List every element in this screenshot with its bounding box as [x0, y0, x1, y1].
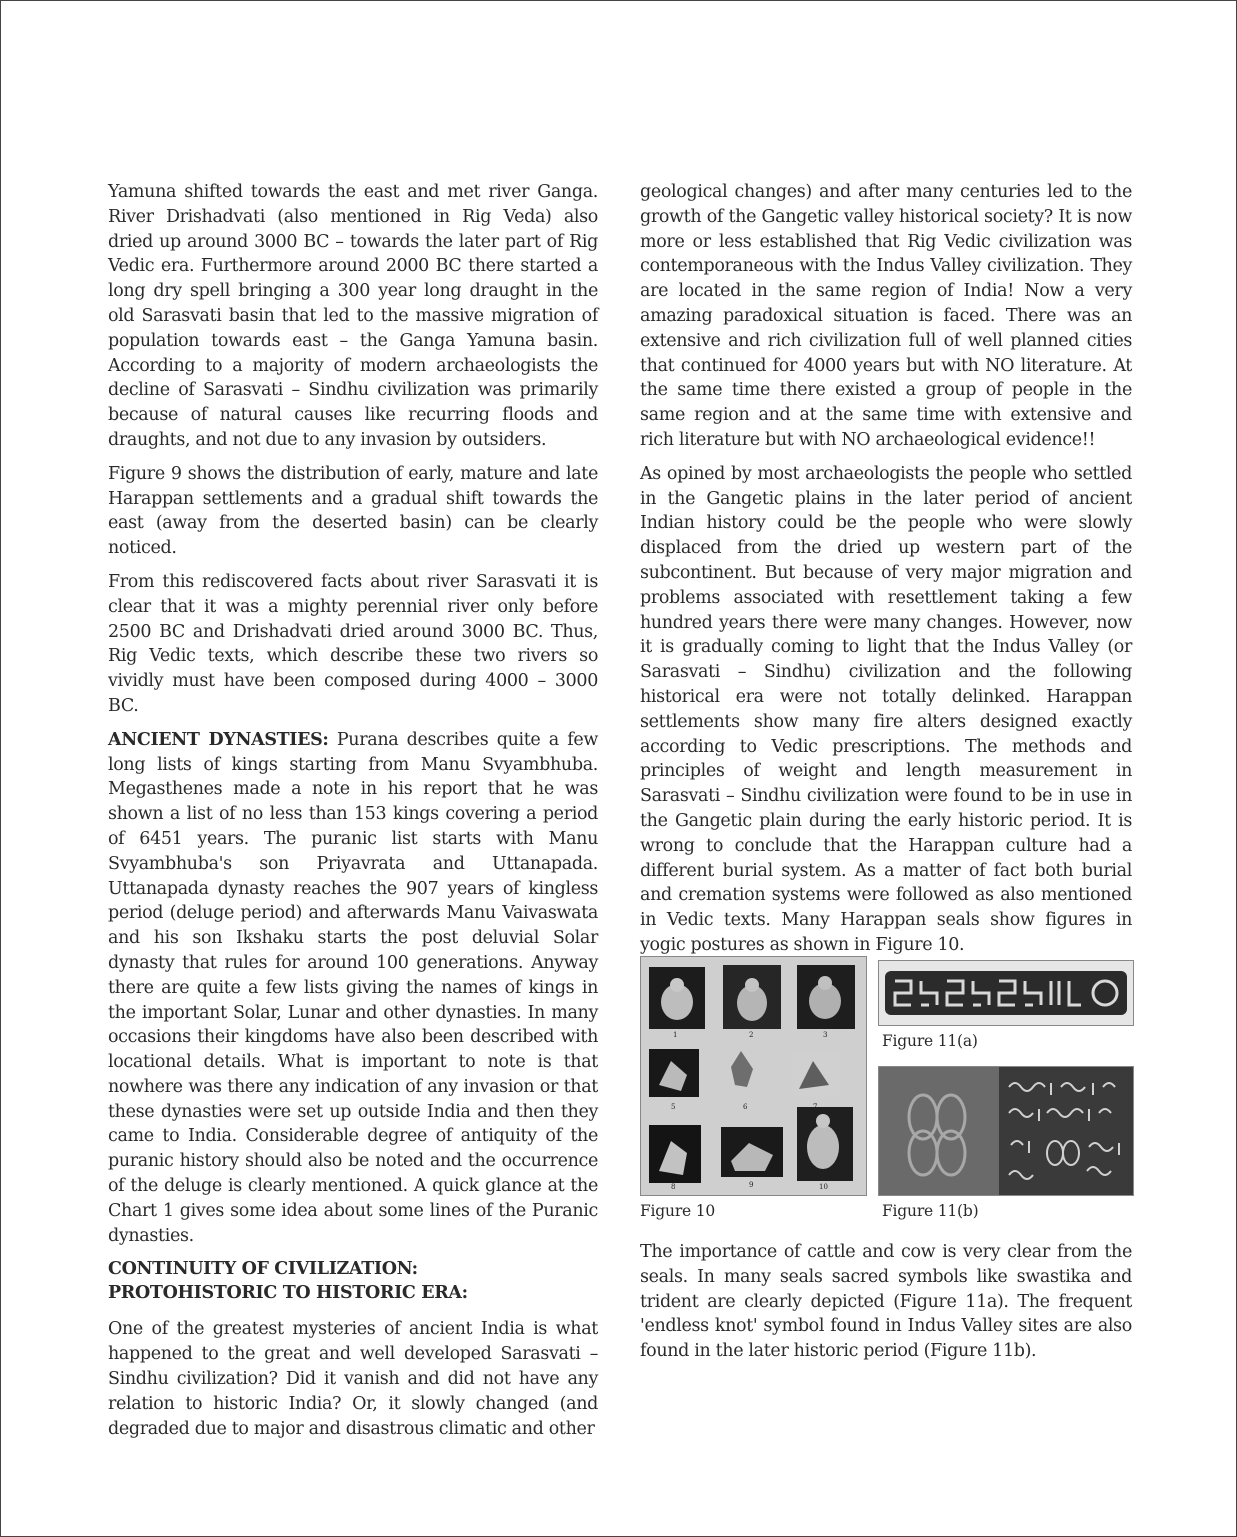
paragraph: Yamuna shifted towards the east and met river Ganga. River Drishadvati (also mentioned in Rig Veda) also dried up around 3000 BC – towards the later part of Rig Vedic era. Furthermore around 2000 BC there started a long dry spell bringing a 300 year long draught in the old Sarasvati basin that led to the massive migration of population towards east – the Ganga Yamuna basin. According to a majority of modern archaeologists the decline of Sarasvati – Sindhu civilization was primarily because of natural causes like recurring floods and draughts, and not due to any invasion by outsiders.	[108, 182, 598, 450]
figurine-number-10: 10	[819, 1183, 828, 1191]
figurine-number-7: 7	[813, 1103, 818, 1111]
figurine-number-9: 9	[749, 1181, 754, 1189]
right-column-after-figures	[640, 1240, 1132, 1364]
paragraph: From this rediscovered facts about river Sarasvati it is clear that it was a mighty perennial river only before 2500 BC and Drishadvati dried around 3000 BC. Thus, Rig Vedic texts, which describe these two rivers so vividly must have been composed during 4000 – 3000 BC.	[108, 571, 598, 716]
figurine-number-5: 5	[671, 1103, 676, 1111]
inline-heading: ANCIENT DYNASTIES:	[108, 729, 329, 750]
paragraph-text: Purana describes quite a few long lists of kings starting from Manu Svyambhuba. Megasthenes made a note in his report that he was shown a list of no less than 153 kings covering a period of 6451 years. The puranic list starts with Manu Svyambhuba's son Priyavrata and Uttanapada. Uttanapada dynasty reaches the 907 years of kingless period (deluge period) and afterwards Manu Vaivaswata and his son Ikshaku starts the post deluvial Solar dynasty that rules for around 100 generations. Anyway there are quite a few lists giving the names of kings in the important Solar, Lunar and other dynasties. In many occasions their kingdoms have also been described with locational details. What is important to note is that nowhere was there any indication of any invasion or that these dynasties were set up outside India and then they came to India. Considerable degree of antiquity of the puranic history should also be noted and the occurrence of the deluge is clearly mentioned. A quick glance at the Chart 1 gives some idea about some lines of the Puranic dynasties.	[108, 729, 598, 1246]
figure-10-image	[640, 956, 867, 1196]
figurine-number-8: 8	[671, 1183, 676, 1191]
paragraph: As opined by most archaeologists the people who settled in the Gangetic plains in the later period of ancient Indian history could be the people who were slowly displaced from the dried up western part of the subcontinent. But because of very major migration and problems associated with resettlement taking a few hundred years there were many changes. However, now it is gradually coming to light that the Indus Valley (or Sarasvati – Sindhu) civilization and the following historical era were not totally delinked. Harappan settlements show many fire alters designed exactly according to Vedic prescriptions. The methods and principles of weight and length measurement in Sarasvati – Sindhu civilization were found to be in use in the Gangetic plain during the early historic period. It is wrong to conclude that the Harappan culture had a different burial system. As a matter of fact both burial and cremation systems were followed as also mentioned in Vedic texts. Many Harappan seals show figures in yogic postures as shown in Figure 10.	[640, 463, 1132, 955]
left-column	[108, 180, 598, 1450]
paragraph: Figure 9 shows the distribution of early, mature and late Harappan settlements and a gradual shift towards the east (away from the deserted basin) can be clearly noticed.	[108, 463, 598, 559]
figurine-number-1: 1	[673, 1031, 678, 1039]
paragraph: geological changes) and after many centuries led to the growth of the Gangetic valley historical society? It is now more or less established that Rig Vedic civilization was contemporaneous with the Indus Valley civilization. They are located in the same region of India! Now a very amazing paradoxical situation is faced. There was an extensive and rich civilization full of well planned cities that continued for 4000 years but with NO literature. At the same time there existed a group of people in the same region and at the same time with extensive and rich literature but with NO archaeological evidence!!	[640, 182, 1132, 450]
swastika-seal-photo	[879, 961, 1133, 1025]
right-column	[640, 180, 1132, 967]
section-heading-line-1: CONTINUITY OF CIVILIZATION:	[108, 1259, 418, 1280]
yogic-figurines-photo	[641, 957, 866, 1195]
figure-11a-caption: Figure 11(a)	[882, 1032, 978, 1050]
figure-11b-image	[878, 1066, 1134, 1196]
figure-10-caption: Figure 10	[640, 1202, 716, 1220]
figurine-number-2: 2	[749, 1031, 754, 1039]
figure-11b-caption: Figure 11(b)	[882, 1202, 979, 1220]
endless-knot-photo	[879, 1067, 1133, 1195]
paragraph: One of the greatest mysteries of ancient India is what happened to the great and well developed Sarasvati – Sindhu civilization? Did it vanish and did not have any relation to historic India? Or, it slowly changed (and degraded due to major and disastrous climatic and other	[108, 1319, 598, 1439]
section-heading	[108, 1257, 598, 1305]
figure-11a-image	[878, 960, 1134, 1026]
paragraph-ancient-dynasties	[108, 728, 598, 1249]
paragraph: The importance of cattle and cow is very clear from the seals. In many seals sacred symbols like swastika and trident are clearly depicted (Figure 11a). The frequent 'endless knot' symbol found in Indus Valley sites are also found in the later historic period (Figure 11b).	[640, 1242, 1132, 1362]
section-heading-line-2: PROTOHISTORIC TO HISTORIC ERA:	[108, 1283, 468, 1304]
figures-block	[640, 956, 1135, 1224]
figurine-number-6: 6	[743, 1103, 748, 1111]
figurine-number-3: 3	[823, 1031, 828, 1039]
